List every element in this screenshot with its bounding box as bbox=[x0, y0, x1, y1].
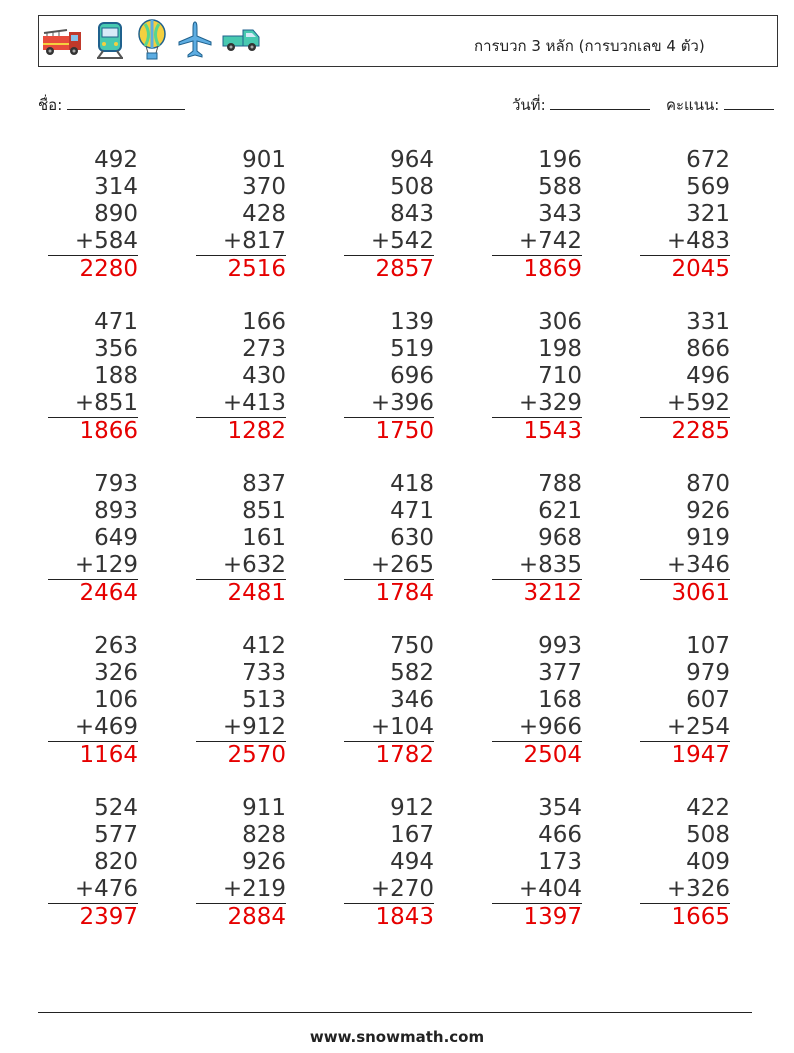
addend-4: +346 bbox=[640, 552, 730, 580]
addend-1: 196 bbox=[538, 147, 582, 173]
addend-3: 820 bbox=[94, 849, 138, 875]
train-icon bbox=[93, 20, 127, 64]
answer: 2285 bbox=[671, 418, 730, 444]
problem-4-5 bbox=[640, 633, 730, 769]
answer: 2884 bbox=[227, 904, 286, 930]
addend-2: 519 bbox=[390, 336, 434, 362]
date-label: วันที่: bbox=[512, 96, 546, 114]
problem-3-5 bbox=[640, 471, 730, 607]
problem-3-1 bbox=[48, 471, 138, 607]
problem-5-5 bbox=[640, 795, 730, 931]
addend-3: 343 bbox=[538, 201, 582, 227]
addend-2: 866 bbox=[686, 336, 730, 362]
addend-1: 993 bbox=[538, 633, 582, 659]
addend-2: 198 bbox=[538, 336, 582, 362]
addend-1: 837 bbox=[242, 471, 286, 497]
date-blank[interactable] bbox=[550, 94, 650, 110]
problem-4-1 bbox=[48, 633, 138, 769]
addend-4: +742 bbox=[492, 228, 582, 256]
addend-4: +851 bbox=[48, 390, 138, 418]
addend-3: 890 bbox=[94, 201, 138, 227]
addend-1: 672 bbox=[686, 147, 730, 173]
addend-4: +265 bbox=[344, 552, 434, 580]
addend-1: 306 bbox=[538, 309, 582, 335]
addend-4: +835 bbox=[492, 552, 582, 580]
addend-3: 710 bbox=[538, 363, 582, 389]
addend-3: 430 bbox=[242, 363, 286, 389]
addend-2: 828 bbox=[242, 822, 286, 848]
addend-2: 569 bbox=[686, 174, 730, 200]
answer: 1665 bbox=[671, 904, 730, 930]
addend-4: +326 bbox=[640, 876, 730, 904]
problem-2-5 bbox=[640, 309, 730, 445]
addend-3: 161 bbox=[242, 525, 286, 551]
addend-4: +129 bbox=[48, 552, 138, 580]
addend-1: 750 bbox=[390, 633, 434, 659]
answer: 2280 bbox=[79, 256, 138, 282]
problem-1-2 bbox=[196, 147, 286, 283]
problem-4-4 bbox=[492, 633, 582, 769]
addend-1: 263 bbox=[94, 633, 138, 659]
addend-2: 326 bbox=[94, 660, 138, 686]
problem-2-4 bbox=[492, 309, 582, 445]
pickup-truck-icon bbox=[221, 26, 263, 58]
footer-divider bbox=[38, 1012, 752, 1013]
addend-2: 588 bbox=[538, 174, 582, 200]
addend-4: +254 bbox=[640, 714, 730, 742]
addend-1: 354 bbox=[538, 795, 582, 821]
addend-2: 733 bbox=[242, 660, 286, 686]
addend-2: 466 bbox=[538, 822, 582, 848]
addend-2: 314 bbox=[94, 174, 138, 200]
footer-url[interactable]: www.snowmath.com bbox=[309, 1028, 485, 1046]
addend-1: 870 bbox=[686, 471, 730, 497]
addend-1: 412 bbox=[242, 633, 286, 659]
answer: 2045 bbox=[671, 256, 730, 282]
addend-3: 926 bbox=[242, 849, 286, 875]
addend-3: 649 bbox=[94, 525, 138, 551]
answer: 2464 bbox=[79, 580, 138, 606]
addend-2: 851 bbox=[242, 498, 286, 524]
addend-3: 173 bbox=[538, 849, 582, 875]
addend-1: 107 bbox=[686, 633, 730, 659]
problem-1-4 bbox=[492, 147, 582, 283]
addend-2: 377 bbox=[538, 660, 582, 686]
addend-4: +592 bbox=[640, 390, 730, 418]
date-score-fields bbox=[512, 93, 774, 117]
answer: 3061 bbox=[671, 580, 730, 606]
addend-3: 919 bbox=[686, 525, 730, 551]
addend-3: 321 bbox=[686, 201, 730, 227]
problem-4-2 bbox=[196, 633, 286, 769]
addend-2: 893 bbox=[94, 498, 138, 524]
addend-2: 471 bbox=[390, 498, 434, 524]
addend-3: 607 bbox=[686, 687, 730, 713]
answer: 1282 bbox=[227, 418, 286, 444]
header-icons bbox=[41, 20, 271, 64]
problem-2-3 bbox=[344, 309, 434, 445]
addend-4: +219 bbox=[196, 876, 286, 904]
addend-2: 621 bbox=[538, 498, 582, 524]
addend-4: +469 bbox=[48, 714, 138, 742]
answer: 1784 bbox=[375, 580, 434, 606]
problem-3-4 bbox=[492, 471, 582, 607]
name-blank[interactable] bbox=[67, 94, 185, 110]
addend-2: 926 bbox=[686, 498, 730, 524]
answer: 1947 bbox=[671, 742, 730, 768]
addend-3: 168 bbox=[538, 687, 582, 713]
problem-2-1 bbox=[48, 309, 138, 445]
addend-3: 409 bbox=[686, 849, 730, 875]
answer: 2516 bbox=[227, 256, 286, 282]
airplane-icon bbox=[177, 20, 213, 64]
answer: 1750 bbox=[375, 418, 434, 444]
header-box bbox=[38, 15, 778, 67]
answer: 2570 bbox=[227, 742, 286, 768]
problem-5-3 bbox=[344, 795, 434, 931]
addend-2: 273 bbox=[242, 336, 286, 362]
addend-1: 471 bbox=[94, 309, 138, 335]
addend-1: 964 bbox=[390, 147, 434, 173]
answer: 3212 bbox=[523, 580, 582, 606]
addend-2: 582 bbox=[390, 660, 434, 686]
addend-3: 843 bbox=[390, 201, 434, 227]
addend-1: 492 bbox=[94, 147, 138, 173]
problem-1-5 bbox=[640, 147, 730, 283]
addend-2: 167 bbox=[390, 822, 434, 848]
addend-3: 496 bbox=[686, 363, 730, 389]
problem-5-2 bbox=[196, 795, 286, 931]
page-title: การบวก 3 หลัก (การบวกเลข 4 ตัว) bbox=[474, 37, 705, 55]
problem-2-2 bbox=[196, 309, 286, 445]
addend-1: 422 bbox=[686, 795, 730, 821]
addend-1: 331 bbox=[686, 309, 730, 335]
answer: 1397 bbox=[523, 904, 582, 930]
addend-1: 166 bbox=[242, 309, 286, 335]
addend-3: 106 bbox=[94, 687, 138, 713]
addend-2: 370 bbox=[242, 174, 286, 200]
addend-4: +817 bbox=[196, 228, 286, 256]
addend-3: 968 bbox=[538, 525, 582, 551]
addend-4: +329 bbox=[492, 390, 582, 418]
addend-3: 494 bbox=[390, 849, 434, 875]
answer: 2481 bbox=[227, 580, 286, 606]
addend-1: 418 bbox=[390, 471, 434, 497]
hot-air-balloon-icon bbox=[135, 19, 169, 65]
score-label: คะแนน: bbox=[665, 96, 720, 114]
addend-4: +912 bbox=[196, 714, 286, 742]
addend-3: 428 bbox=[242, 201, 286, 227]
addend-3: 188 bbox=[94, 363, 138, 389]
addend-4: +966 bbox=[492, 714, 582, 742]
name-label: ชื่อ: bbox=[38, 96, 63, 114]
addend-1: 912 bbox=[390, 795, 434, 821]
addend-1: 788 bbox=[538, 471, 582, 497]
answer: 1164 bbox=[79, 742, 138, 768]
answer: 1866 bbox=[79, 418, 138, 444]
addend-4: +584 bbox=[48, 228, 138, 256]
problem-1-1 bbox=[48, 147, 138, 283]
addend-1: 901 bbox=[242, 147, 286, 173]
addend-4: +104 bbox=[344, 714, 434, 742]
answer: 2504 bbox=[523, 742, 582, 768]
score-blank[interactable] bbox=[724, 94, 774, 110]
answer: 2857 bbox=[375, 256, 434, 282]
answer: 2397 bbox=[79, 904, 138, 930]
addend-1: 139 bbox=[390, 309, 434, 335]
problem-5-1 bbox=[48, 795, 138, 931]
addend-2: 508 bbox=[390, 174, 434, 200]
problem-3-2 bbox=[196, 471, 286, 607]
problem-3-3 bbox=[344, 471, 434, 607]
addend-3: 346 bbox=[390, 687, 434, 713]
answer: 1869 bbox=[523, 256, 582, 282]
addend-4: +396 bbox=[344, 390, 434, 418]
addend-2: 577 bbox=[94, 822, 138, 848]
name-field[interactable] bbox=[38, 93, 185, 117]
addend-2: 508 bbox=[686, 822, 730, 848]
addend-3: 696 bbox=[390, 363, 434, 389]
fire-truck-icon bbox=[41, 24, 85, 60]
addend-4: +413 bbox=[196, 390, 286, 418]
addend-4: +542 bbox=[344, 228, 434, 256]
addend-1: 793 bbox=[94, 471, 138, 497]
addend-2: 979 bbox=[686, 660, 730, 686]
addend-1: 911 bbox=[242, 795, 286, 821]
addend-3: 513 bbox=[242, 687, 286, 713]
addend-3: 630 bbox=[390, 525, 434, 551]
addend-4: +404 bbox=[492, 876, 582, 904]
problem-4-3 bbox=[344, 633, 434, 769]
addend-4: +476 bbox=[48, 876, 138, 904]
addend-4: +483 bbox=[640, 228, 730, 256]
addend-4: +632 bbox=[196, 552, 286, 580]
addend-1: 524 bbox=[94, 795, 138, 821]
answer: 1543 bbox=[523, 418, 582, 444]
problem-5-4 bbox=[492, 795, 582, 931]
problem-1-3 bbox=[344, 147, 434, 283]
answer: 1782 bbox=[375, 742, 434, 768]
answer: 1843 bbox=[375, 904, 434, 930]
addend-2: 356 bbox=[94, 336, 138, 362]
addend-4: +270 bbox=[344, 876, 434, 904]
